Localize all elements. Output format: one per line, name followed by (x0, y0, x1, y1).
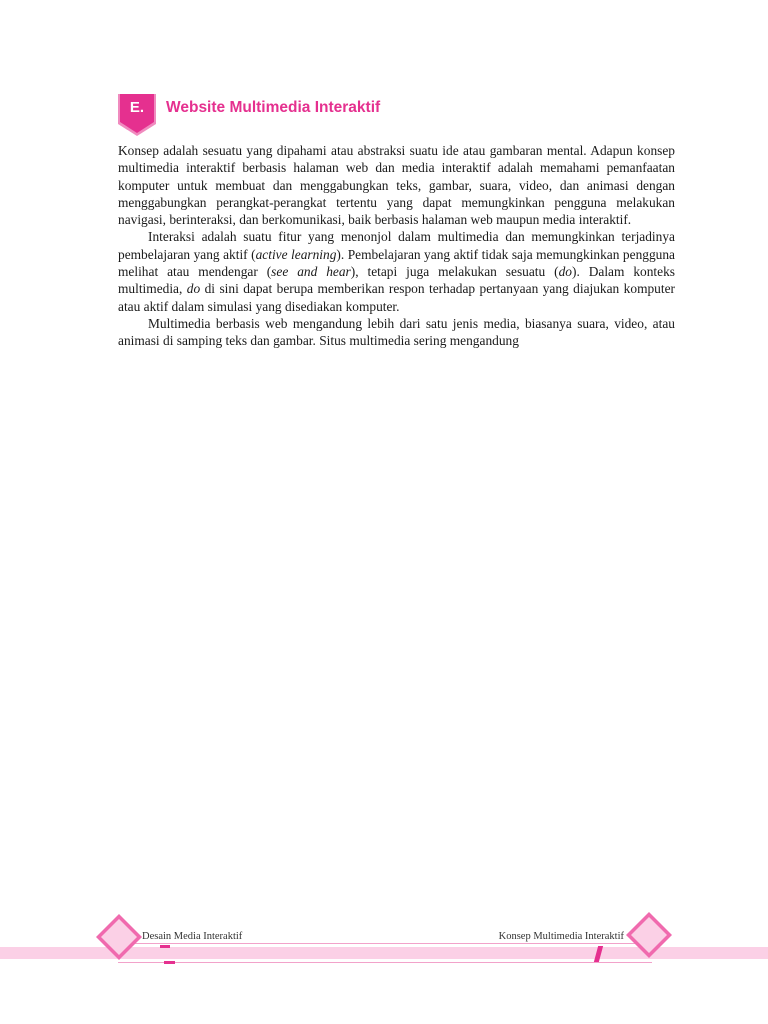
body-text (118, 142, 675, 350)
footer-rule-top (118, 943, 652, 944)
paragraph-1: Konsep adalah sesuatu yang dipahami atau abstraksi suatu ide atau gambaran mental. Adapun konsep multimedia interaktif berbasis halaman web dan media interaktif adalah memahami pemanfaatan komputer untuk membuat dan menggabungkan teks, gambar, suara, video, dan animasi dengan menggabungkan perangkat-perangkat tertentu yang dapat memungkinkan pengguna melakukan navigasi, berinteraksi, dan berkomunikasi, baik berbasis halaman web maupun media interaktif. (118, 143, 675, 228)
term-see-and-hear: see and hear (271, 264, 351, 280)
section-letter: E. (129, 99, 145, 116)
term-active-learning: active learning (255, 246, 337, 262)
footer-diamond-left (95, 913, 143, 966)
footer-book-title: Desain Media Interaktif (142, 931, 243, 942)
term-do: do (558, 264, 572, 280)
paragraph-3: Multimedia berbasis web mengandung lebih dari satu jenis media, biasanya suara, video, atau animasi di samping teks dan gambar. Situs multimedia sering mengandung (118, 315, 675, 349)
footer-diamond-right (625, 911, 673, 964)
term-do-2: do (186, 281, 201, 297)
section-title: Website Multimedia Interaktif (166, 99, 381, 116)
paragraph-2: Interaksi adalah suatu fitur yang menonjol dalam multimedia dan memungkinkan terjadinya pembelajaran yang aktif (active learning). Pembelajaran yang aktif tidak saja memungkinkan pengguna melihat atau mendengar (see and hear), tetapi juga melakukan sesuatu (do). Dalam konteks multimedia, do di sini dapat berupa memberikan respon terhadap pertanyaan yang diajukan komputer atau aktif dalam simulasi yang disediakan komputer. (118, 229, 676, 314)
footer-chapter-title: Konsep Multimedia Interaktif (498, 931, 624, 942)
footer-accent-left-bottom (164, 961, 175, 964)
footer-accent-left-top (160, 945, 170, 948)
footer-rule-bottom (118, 962, 652, 963)
